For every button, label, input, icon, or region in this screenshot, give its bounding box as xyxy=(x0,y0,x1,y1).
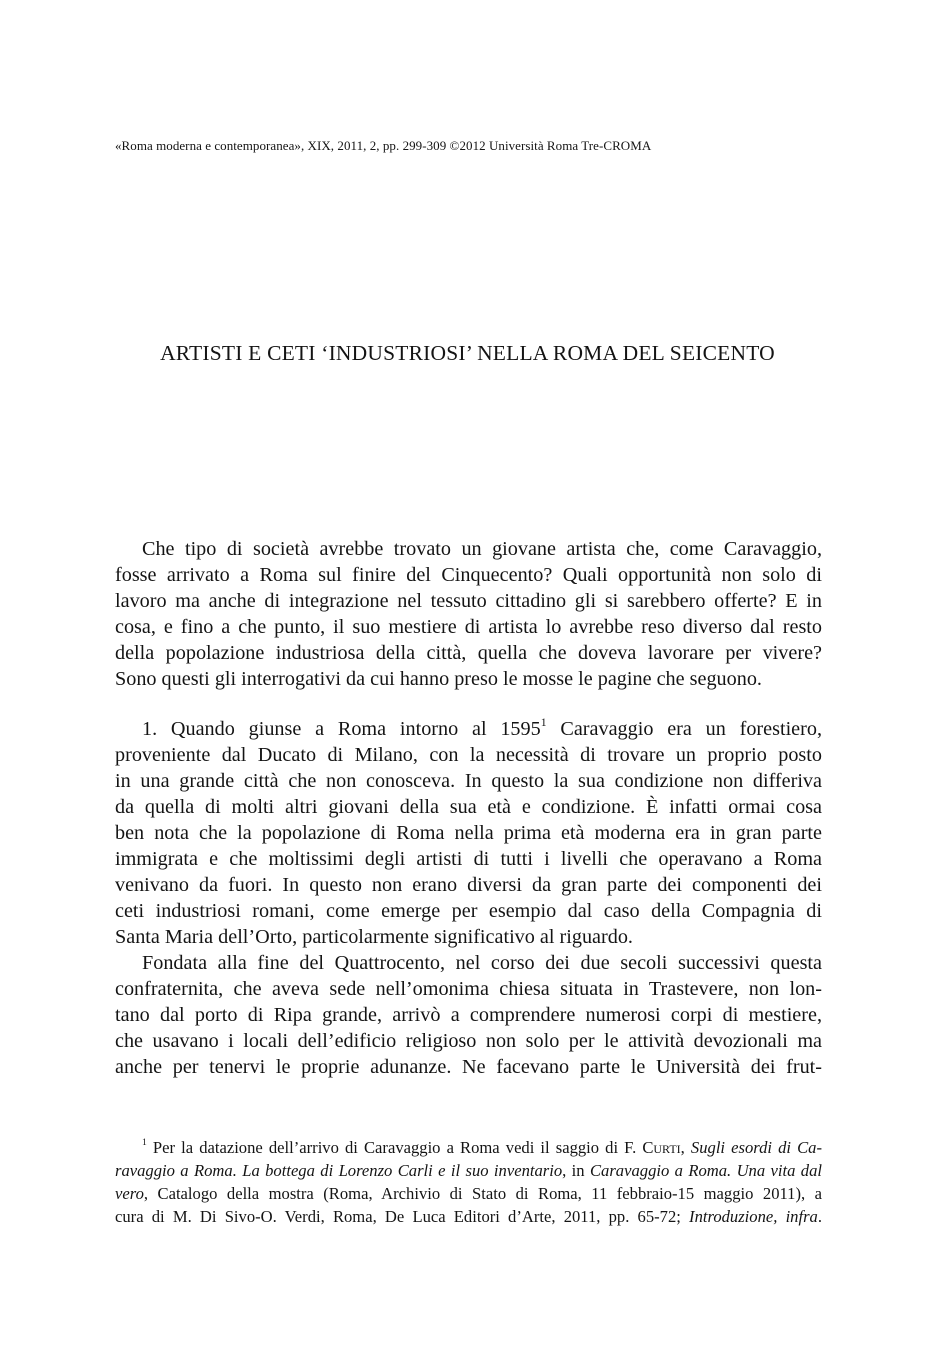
text-line: cosa, e fino a che punto, il suo mestiere di artista lo avrebbe reso diverso dal resto xyxy=(115,616,822,638)
footnote-line xyxy=(115,1182,822,1205)
italic-title: Caravaggio a Roma. Una vita dal xyxy=(589,1161,822,1180)
text-line: che usavano i locali dell’edificio religioso non solo per le attività devozionali ma xyxy=(115,1030,822,1052)
text-line: proveniente dal Ducato di Milano, con la necessità di trovare un proprio posto xyxy=(115,744,822,766)
author-name: Curti xyxy=(642,1138,681,1157)
text-run: , Catalogo della mostra (Roma, Archivio di Stato di Roma, 11 febbraio-15 maggio 2011), a xyxy=(143,1184,822,1203)
text-run: cura di M. Di Sivo-O. Verdi, Roma, De Luca Editori d’Arte, 2011, pp. 65-72; xyxy=(115,1207,690,1226)
italic-title: Sugli esordi di Ca- xyxy=(690,1138,822,1157)
footnote-number: 1 xyxy=(142,1137,147,1149)
paragraph-gap xyxy=(115,692,822,716)
text-line: lavoro ma anche di integrazione nel tessuto cittadino gli si sarebbero offerte? E in xyxy=(115,590,822,612)
text-line: ben nota che la popolazione di Roma nella prima età moderna era in gran parte xyxy=(115,822,822,844)
text-run: , xyxy=(680,1138,691,1157)
italic-title: Introduzione, infra xyxy=(689,1207,818,1226)
paragraph-3 xyxy=(115,950,822,1080)
text-line: Santa Maria dell’Orto, particolarmente significativo al riguardo. xyxy=(115,926,633,948)
footnote-ref-1[interactable]: 1 xyxy=(540,715,547,729)
text-run: Caravaggio era un forestiero, xyxy=(546,718,823,740)
section-1-paragraph xyxy=(115,716,822,950)
text-line: Sono questi gli interrogativi da cui hanno preso le mosse le pagine che seguono. xyxy=(115,668,762,690)
text-line: venivano da fuori. In questo non erano diversi da gran parte dei componenti dei xyxy=(115,874,822,896)
article-body xyxy=(115,536,822,1080)
text-line: anche per tenervi le proprie adunanze. Ne facevano parte le Università dei frut- xyxy=(115,1056,822,1078)
text-line: fosse arrivato a Roma sul finire del Cinquecento? Quali opportunità non solo di xyxy=(115,564,822,586)
text-run: . xyxy=(817,1207,822,1226)
text-line: immigrata e che moltissimi degli artisti di tutti i livelli che operavano a Roma xyxy=(115,848,822,870)
text-line: Fondata alla fine del Quattrocento, nel corso dei due secoli successivi questa xyxy=(142,952,822,974)
italic-title: ravaggio a Roma. La bottega di Lorenzo Carli e il suo inventario xyxy=(115,1161,563,1180)
intro-paragraph xyxy=(115,536,822,692)
article-title: ARTISTI E CETI ‘INDUSTRIOSI’ NELLA ROMA DEL SEICENTO xyxy=(160,341,775,365)
text-run: , in xyxy=(562,1161,590,1180)
journal-citation-header: «Roma moderna e contemporanea», XIX, 2011, 2, pp. 299-309 ©2012 Università Roma Tre-CROMA xyxy=(115,138,652,153)
footnotes xyxy=(115,1136,822,1228)
footnote-line xyxy=(115,1159,822,1182)
text-line: tano dal porto di Ripa grande, arrivò a comprendere numerosi corpi di mestiere, xyxy=(115,1004,822,1026)
text-run: Per la datazione dell’arrivo di Caravaggio a Roma vedi il saggio di F. xyxy=(146,1138,643,1157)
text-line: confraternita, che aveva sede nell’omonima chiesa situata in Trastevere, non lon- xyxy=(115,978,822,1000)
italic-title: vero xyxy=(115,1184,144,1203)
footnote-line xyxy=(115,1205,822,1228)
text-line: Che tipo di società avrebbe trovato un giovane artista che, come Caravaggio, xyxy=(142,538,822,560)
text-line: ceti industriosi romani, come emerge per esempio dal caso della Compagnia di xyxy=(115,900,822,922)
text-run: 1. Quando giunse a Roma intorno al 1595 xyxy=(142,718,541,740)
text-line: della popolazione industriosa della città, quella che doveva lavorare per vivere? xyxy=(115,642,822,664)
footnote-line xyxy=(115,1136,822,1159)
text-line: da quella di molti altri giovani della sua età e condizione. È infatti ormai cosa xyxy=(115,796,822,818)
text-line: in una grande città che non conosceva. In questo la sua condizione non differiva xyxy=(115,770,822,792)
text-line xyxy=(115,716,822,742)
